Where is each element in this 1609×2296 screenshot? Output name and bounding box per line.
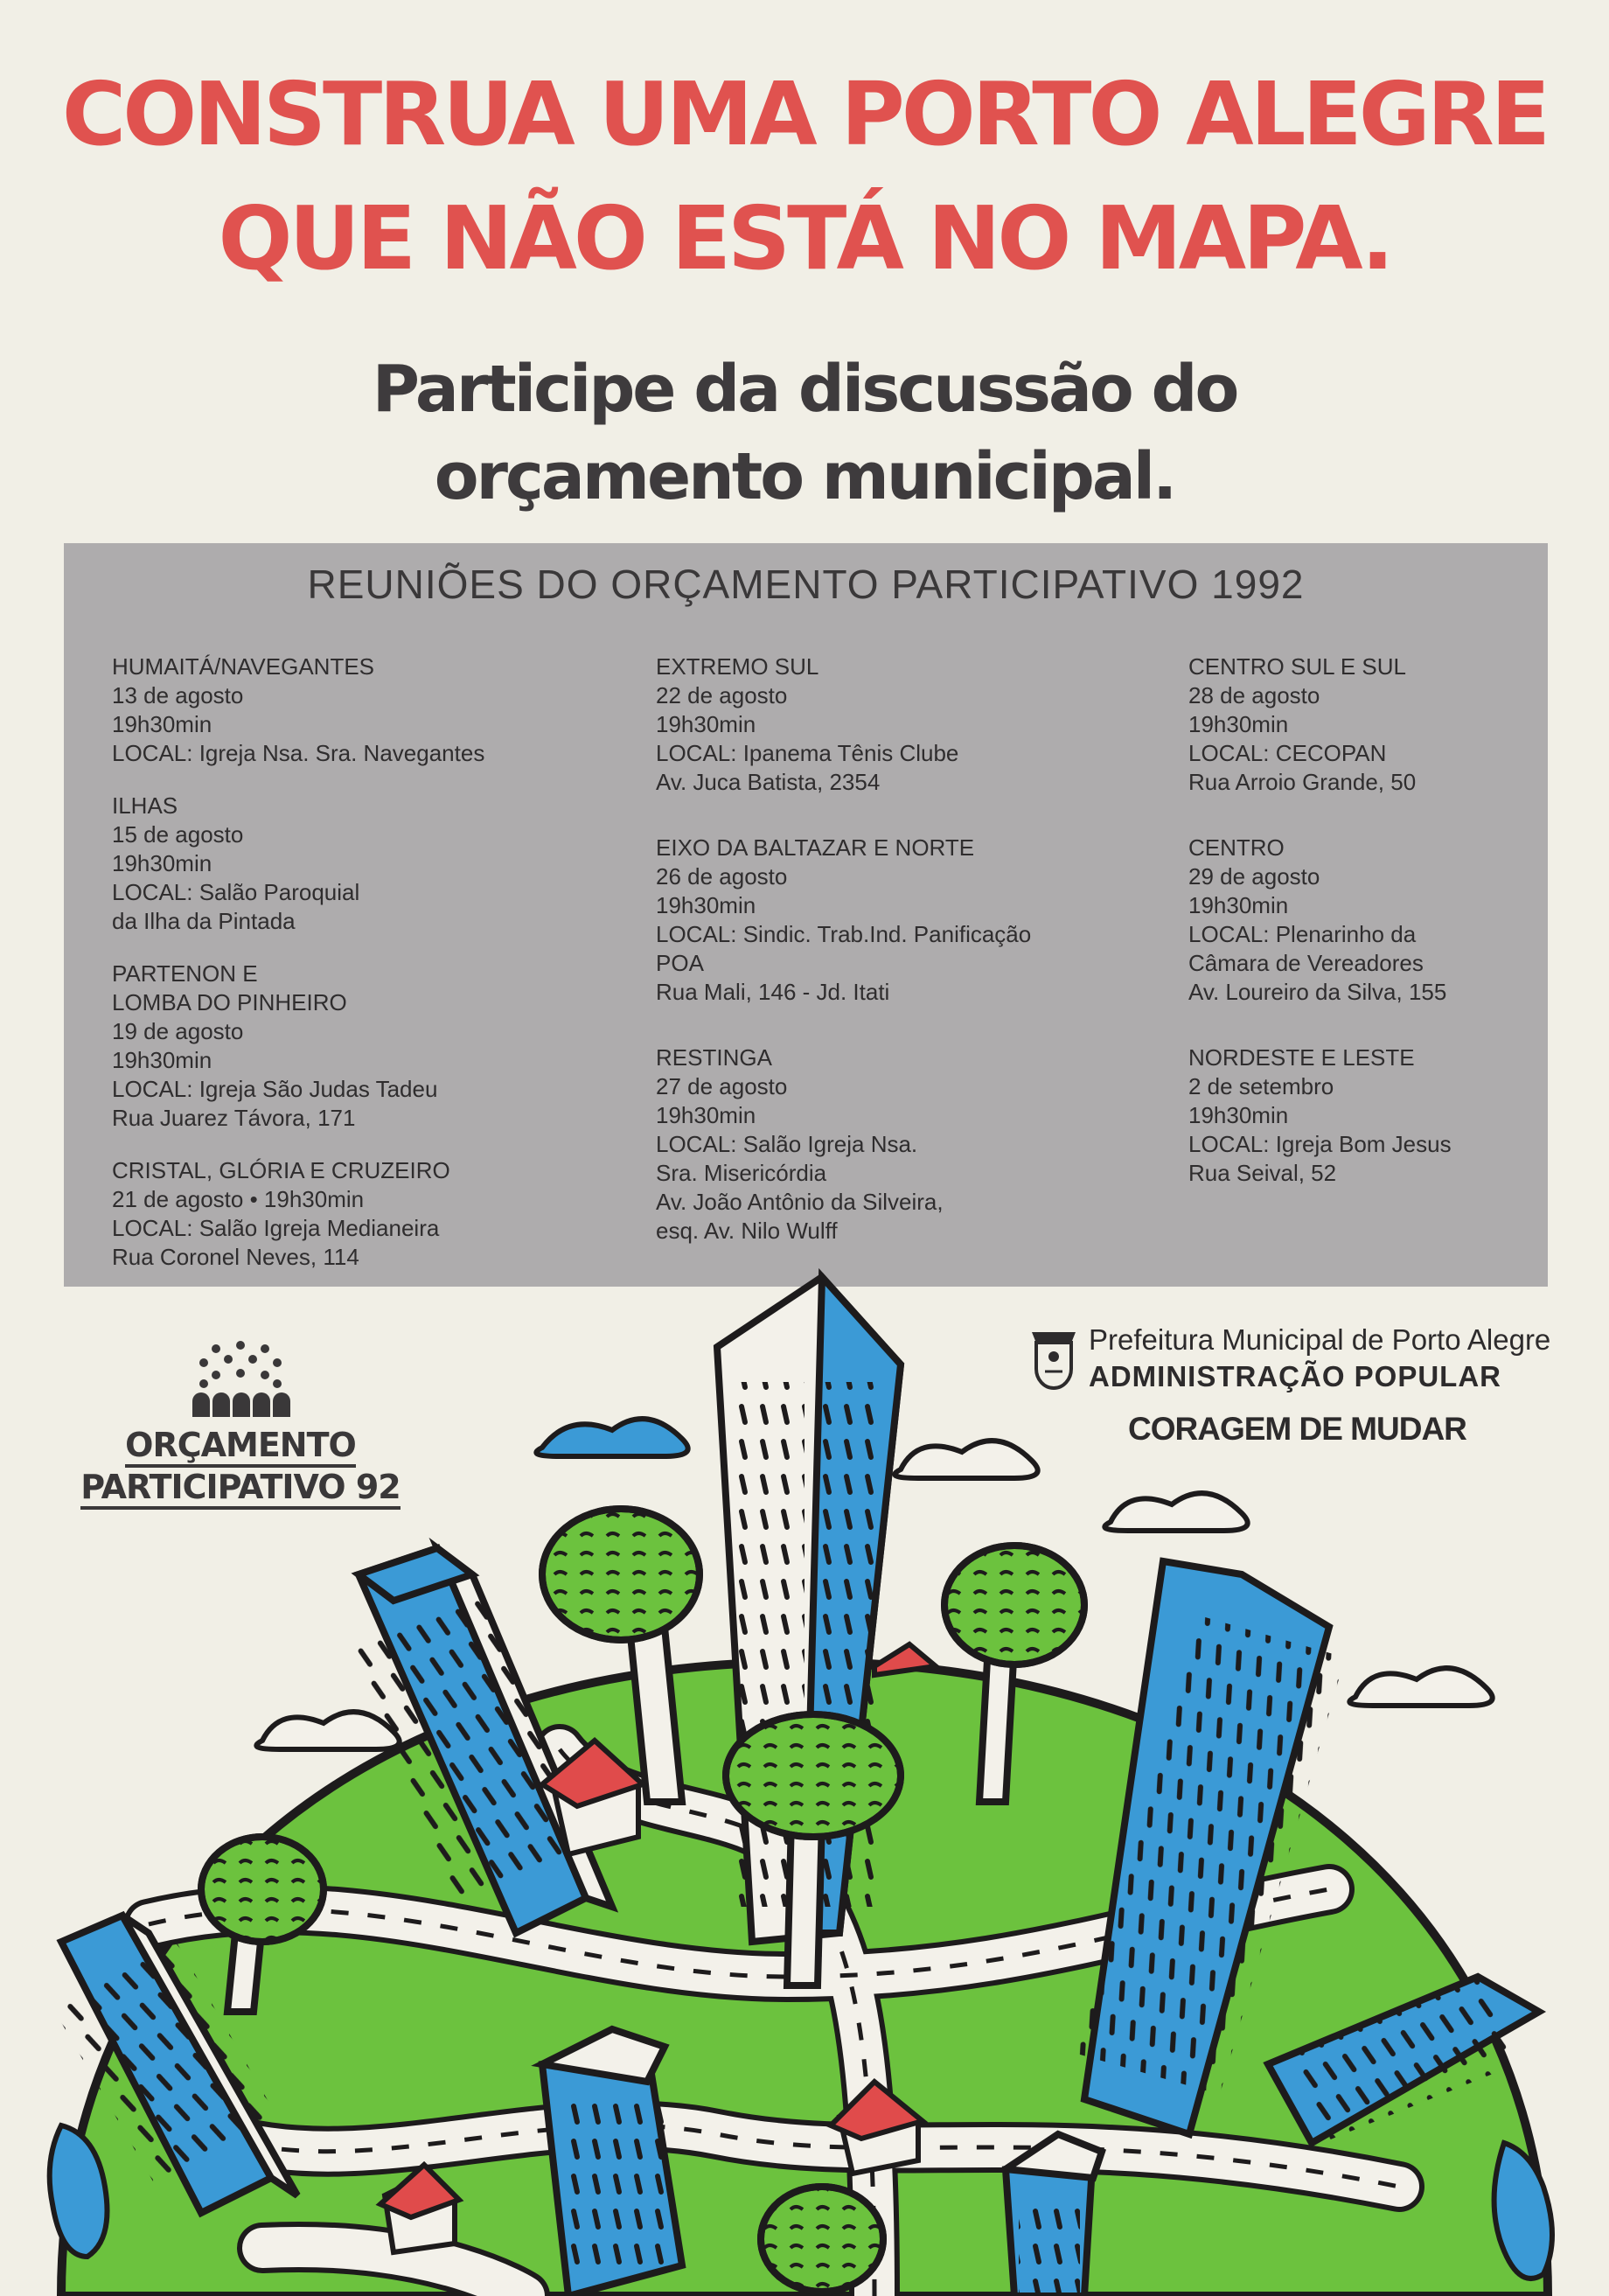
meeting-region: NORDESTE E LESTE <box>1188 1044 1415 1071</box>
meeting-detail: LOCAL: CECOPAN <box>1188 740 1387 766</box>
headline-line-2: QUE NÃO ESTÁ NO MAPA. <box>218 187 1391 290</box>
meeting-detail: Rua Juarez Távora, 171 <box>112 1105 356 1131</box>
prefeitura-line-1: Prefeitura Municipal de Porto Alegre <box>1089 1323 1551 1356</box>
subhead <box>0 345 1609 520</box>
meeting-entry <box>1188 653 1452 797</box>
meeting-detail: LOCAL: Igreja Nsa. Sra. Navegantes <box>112 740 485 766</box>
meeting-detail: 19h30min <box>656 711 756 737</box>
prefeitura-line-3: CORAGEM DE MUDAR <box>1128 1411 1466 1447</box>
meeting-region: ILHAS <box>112 792 178 819</box>
logo-line-2: PARTICIPATIVO 92 <box>80 1468 400 1510</box>
schedule-panel <box>64 543 1548 1287</box>
meeting-detail: 19h30min <box>1188 1102 1289 1128</box>
meeting-detail: 2 de setembro <box>1188 1073 1334 1099</box>
cloud <box>1104 1493 1247 1531</box>
meeting-detail: LOCAL: Salão Igreja Medianeira <box>112 1215 440 1241</box>
meeting-region: CENTRO <box>1188 834 1285 861</box>
meeting-detail: 15 de agosto <box>112 821 244 848</box>
meeting-detail: LOCAL: Igreja Bom Jesus <box>1188 1131 1452 1157</box>
meeting-detail: 28 de agosto <box>1188 682 1320 708</box>
schedule-column-2 <box>656 653 1031 1282</box>
meeting-detail: LOCAL: Ipanema Tênis Clube <box>656 740 959 766</box>
meeting-detail: da Ilha da Pintada <box>112 908 296 934</box>
meeting-detail: 22 de agosto <box>656 682 788 708</box>
meeting-detail: Rua Seival, 52 <box>1188 1160 1337 1186</box>
meeting-detail: LOCAL: Salão Paroquial <box>112 879 360 905</box>
meeting-region: CRISTAL, GLÓRIA E CRUZEIRO <box>112 1157 450 1183</box>
meeting-detail: Câmara de Vereadores <box>1188 950 1424 976</box>
meeting-detail: Av. Loureiro da Silva, 155 <box>1188 979 1447 1005</box>
schedule-column-1 <box>112 653 484 1295</box>
meeting-detail: esq. Av. Nilo Wulff <box>656 1218 838 1244</box>
meeting-detail: LOCAL: Sindic. Trab.Ind. Panificação <box>656 921 1032 947</box>
meeting-detail: LOMBA DO PINHEIRO <box>112 989 347 1015</box>
meeting-detail: 19h30min <box>1188 711 1289 737</box>
tree <box>761 2187 883 2292</box>
meeting-region: EIXO DA BALTAZAR E NORTE <box>656 834 975 861</box>
meeting-detail: POA <box>656 950 704 976</box>
meeting-detail: 19h30min <box>656 1102 756 1128</box>
subhead-line-1: Participe da discussão do <box>372 352 1237 427</box>
meeting-entry <box>656 834 1031 1007</box>
meeting-detail: Av. João Antônio da Silveira, <box>656 1189 944 1215</box>
meeting-detail: 19h30min <box>112 850 212 876</box>
meeting-entry <box>1188 1043 1452 1188</box>
headline <box>0 52 1609 301</box>
headline-line-1: CONSTRUA UMA PORTO ALEGRE <box>61 63 1548 165</box>
logo-line-1: ORÇAMENTO <box>125 1426 356 1468</box>
meeting-detail: LOCAL: Salão Igreja Nsa. <box>656 1131 918 1157</box>
meeting-entry <box>656 1043 1031 1246</box>
meeting-region: HUMAITÁ/NAVEGANTES <box>112 653 375 680</box>
subhead-line-2: orçamento municipal. <box>434 439 1175 514</box>
meeting-detail: 13 de agosto <box>112 682 244 708</box>
prefeitura-line-2: ADMINISTRAÇÃO POPULAR <box>1089 1360 1501 1392</box>
meeting-detail: LOCAL: Igreja São Judas Tadeu <box>112 1076 438 1102</box>
meeting-detail: 19 de agosto <box>112 1018 244 1044</box>
city-globe-illustration <box>0 1260 1609 2296</box>
meeting-detail: Rua Arroio Grande, 50 <box>1188 769 1417 795</box>
meeting-entry <box>112 653 484 768</box>
meeting-entry <box>112 792 484 936</box>
cloud <box>895 1441 1037 1478</box>
meeting-detail: 27 de agosto <box>656 1073 788 1099</box>
cloud <box>1349 1668 1492 1706</box>
meeting-detail: LOCAL: Plenarinho da <box>1188 921 1417 947</box>
meeting-detail: 19h30min <box>112 1047 212 1073</box>
meeting-detail: 19h30min <box>112 711 212 737</box>
meeting-detail: 19h30min <box>1188 892 1289 918</box>
meeting-entry <box>1188 834 1452 1007</box>
meeting-detail: 21 de agosto • 19h30min <box>112 1186 365 1212</box>
meeting-detail: Sra. Misericórdia <box>656 1160 827 1186</box>
meeting-region: RESTINGA <box>656 1044 772 1071</box>
meeting-region: EXTREMO SUL <box>656 653 819 680</box>
schedule-title: REUNIÕES DO ORÇAMENTO PARTICIPATIVO 1992 <box>307 562 1305 607</box>
blue-cloud <box>536 1419 687 1456</box>
meeting-entry <box>656 653 1031 797</box>
meeting-entry <box>112 1156 484 1272</box>
meeting-detail: 29 de agosto <box>1188 863 1320 890</box>
schedule-column-3 <box>1188 653 1452 1225</box>
meeting-region: CENTRO SUL E SUL <box>1188 653 1406 680</box>
meeting-detail: 19h30min <box>656 892 756 918</box>
meeting-detail: 26 de agosto <box>656 863 788 890</box>
meeting-entry <box>112 960 484 1133</box>
front-tower-right <box>1006 2134 1102 2296</box>
meeting-detail: Av. Juca Batista, 2354 <box>656 769 881 795</box>
meeting-detail: Rua Coronel Neves, 114 <box>112 1244 359 1270</box>
meeting-detail: Rua Mali, 146 - Jd. Itati <box>656 979 890 1005</box>
cloud <box>256 1712 399 1749</box>
meeting-region: PARTENON E <box>112 960 258 987</box>
